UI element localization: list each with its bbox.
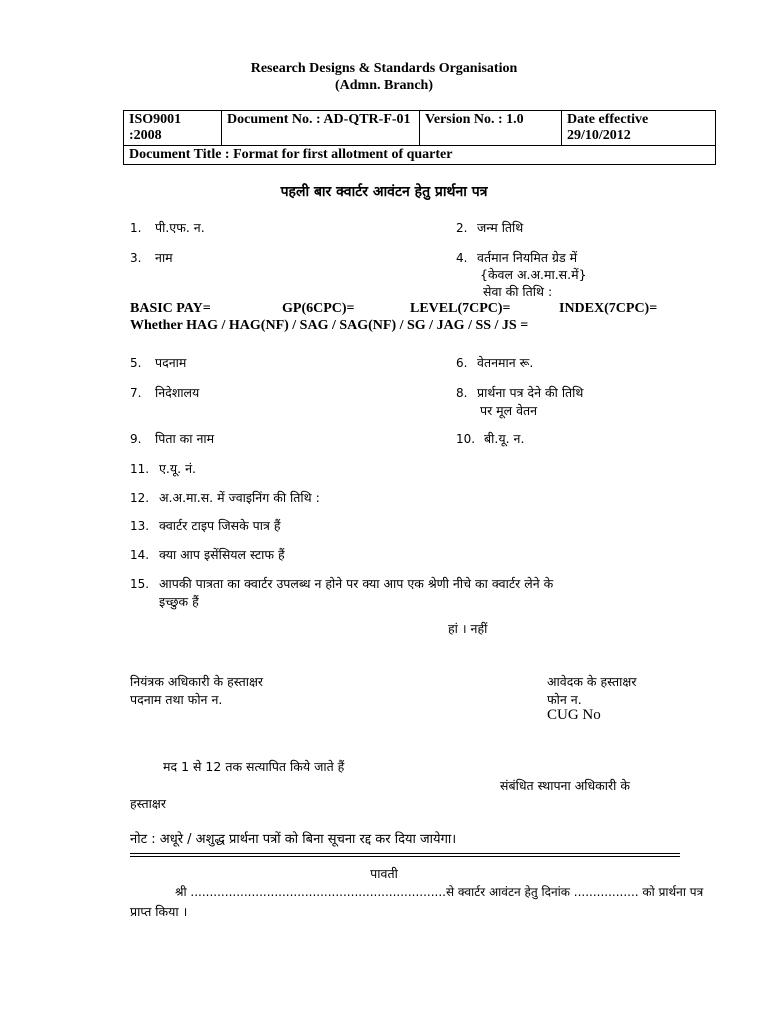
field-lower-category-question-cont: इच्छुक हैं [159, 594, 199, 609]
field-dob-label: जन्म तिथि [477, 220, 524, 235]
level-label: LEVEL(7CPC)= [410, 301, 511, 316]
field-8-number: 8. [456, 386, 468, 400]
field-pf-number-label: पी.एफ. न. [155, 220, 205, 235]
divider-line-double [130, 856, 680, 857]
divider-line [130, 853, 680, 854]
document-number-cell [222, 111, 420, 146]
establishment-officer-signature: हस्ताक्षर [130, 796, 166, 811]
field-au-number-label: ए.यू. नं. [159, 461, 196, 476]
field-15-number: 15. [130, 577, 150, 591]
iso-cell [124, 111, 222, 146]
field-pay-scale-label: वेतनमान रू. [477, 355, 534, 370]
version-cell [420, 111, 562, 146]
field-service-date-label: सेवा की तिथि : [483, 284, 553, 299]
field-10-number: 10. [456, 432, 476, 446]
field-13-number: 13. [130, 519, 150, 533]
field-designation-label: पदनाम [155, 355, 187, 370]
field-quarter-type-label: क्वार्टर टाइप जिसके पात्र हैं [159, 518, 281, 533]
field-14-number: 14. [130, 548, 150, 562]
receipt-line: श्री ...................................................................से क्वार्टर आवंटन हेतु दिनांक ................. को प्रार्थना पत्र [175, 885, 704, 899]
field-2-number: 2. [456, 221, 468, 235]
date-effective-label: Date effective [567, 112, 649, 127]
field-basic-pay-label: पर मूल वेतन [480, 403, 538, 418]
receipt-line-end: प्राप्त किया । [130, 904, 188, 919]
verification-line: मद 1 से 12 तक सत्यापित किये जाते हैं [163, 759, 345, 774]
organisation-title: Research Designs & Standards Organisation [250, 61, 518, 76]
applicant-phone-label: फोन न. [547, 692, 582, 707]
basic-pay-label: BASIC PAY= [130, 301, 211, 316]
cug-number-label: CUG No [547, 707, 601, 723]
controller-signature-label: नियंत्रक अधिकारी के हस्ताक्षर [130, 674, 264, 689]
field-4-number: 4. [456, 251, 468, 265]
document-number: Document No. : AD-QTR-F-01 [227, 112, 411, 127]
field-5-number: 5. [130, 356, 142, 370]
date-effective-cell [562, 111, 716, 146]
applicant-signature-label: आवेदक के हस्ताक्षर [547, 674, 637, 689]
receipt-title: पावती [370, 866, 398, 881]
field-3-number: 3. [130, 251, 142, 265]
establishment-officer-label: संबंधित स्थापना अधिकारी के [500, 778, 630, 793]
grade-pay-label: GP(6CPC)= [282, 301, 355, 316]
document-title: Document Title : Format for first allotment of quarter [129, 147, 453, 162]
grade-category-label: Whether HAG / HAG(NF) / SAG / SAG(NF) / SG / JAG / SS / JS = [130, 318, 529, 333]
branch-subtitle: (Admn. Branch) [334, 78, 433, 93]
field-directorate-label: निदेशालय [155, 385, 200, 400]
field-7-number: 7. [130, 386, 142, 400]
field-grade-note: {केवल अ.अ.मा.स.में} [480, 267, 587, 282]
field-father-name-label: पिता का नाम [155, 431, 215, 446]
document-control-table [123, 110, 716, 165]
field-12-number: 12. [130, 491, 150, 505]
field-joining-date-label: अ.अ.मा.स. में ज्वाइनिंग की तिथि : [159, 490, 320, 505]
index-label: INDEX(7CPC)= [559, 301, 658, 316]
field-grade-label: वर्तमान नियमित ग्रेड में [477, 250, 578, 265]
date-effective-value: 29/10/2012 [567, 128, 631, 143]
field-1-number: 1. [130, 221, 142, 235]
form-title: पहली बार क्वार्टर आवंटन हेतु प्रार्थना पत्र [280, 184, 488, 200]
controller-designation-label: पदनाम तथा फोन न. [130, 692, 223, 707]
version-number: Version No. : 1.0 [425, 112, 524, 127]
yes-no-options: हां । नहीं [448, 621, 488, 636]
field-application-date-label: प्रार्थना पत्र देने की तिथि [477, 385, 584, 400]
rejection-note: नोट : अधूरे / अशुद्ध प्रार्थना पत्रों को बिना सूचना रद्द कर दिया जायेगा। [130, 832, 457, 847]
field-name-label: नाम [155, 250, 173, 265]
field-bu-number-label: बी.यू. न. [484, 431, 525, 446]
field-11-number: 11. [130, 462, 150, 476]
document-title-cell [124, 146, 716, 165]
field-essential-staff-label: क्या आप इसेंसियल स्टाफ हैं [159, 547, 285, 562]
field-6-number: 6. [456, 356, 468, 370]
iso-text: ISO9001 :2008 [129, 112, 182, 143]
field-lower-category-question: आपकी पात्रता का क्वार्टर उपलब्ध न होने पर क्या आप एक श्रेणी नीचे का क्वार्टर लेने के [159, 576, 554, 591]
field-9-number: 9. [130, 432, 142, 446]
